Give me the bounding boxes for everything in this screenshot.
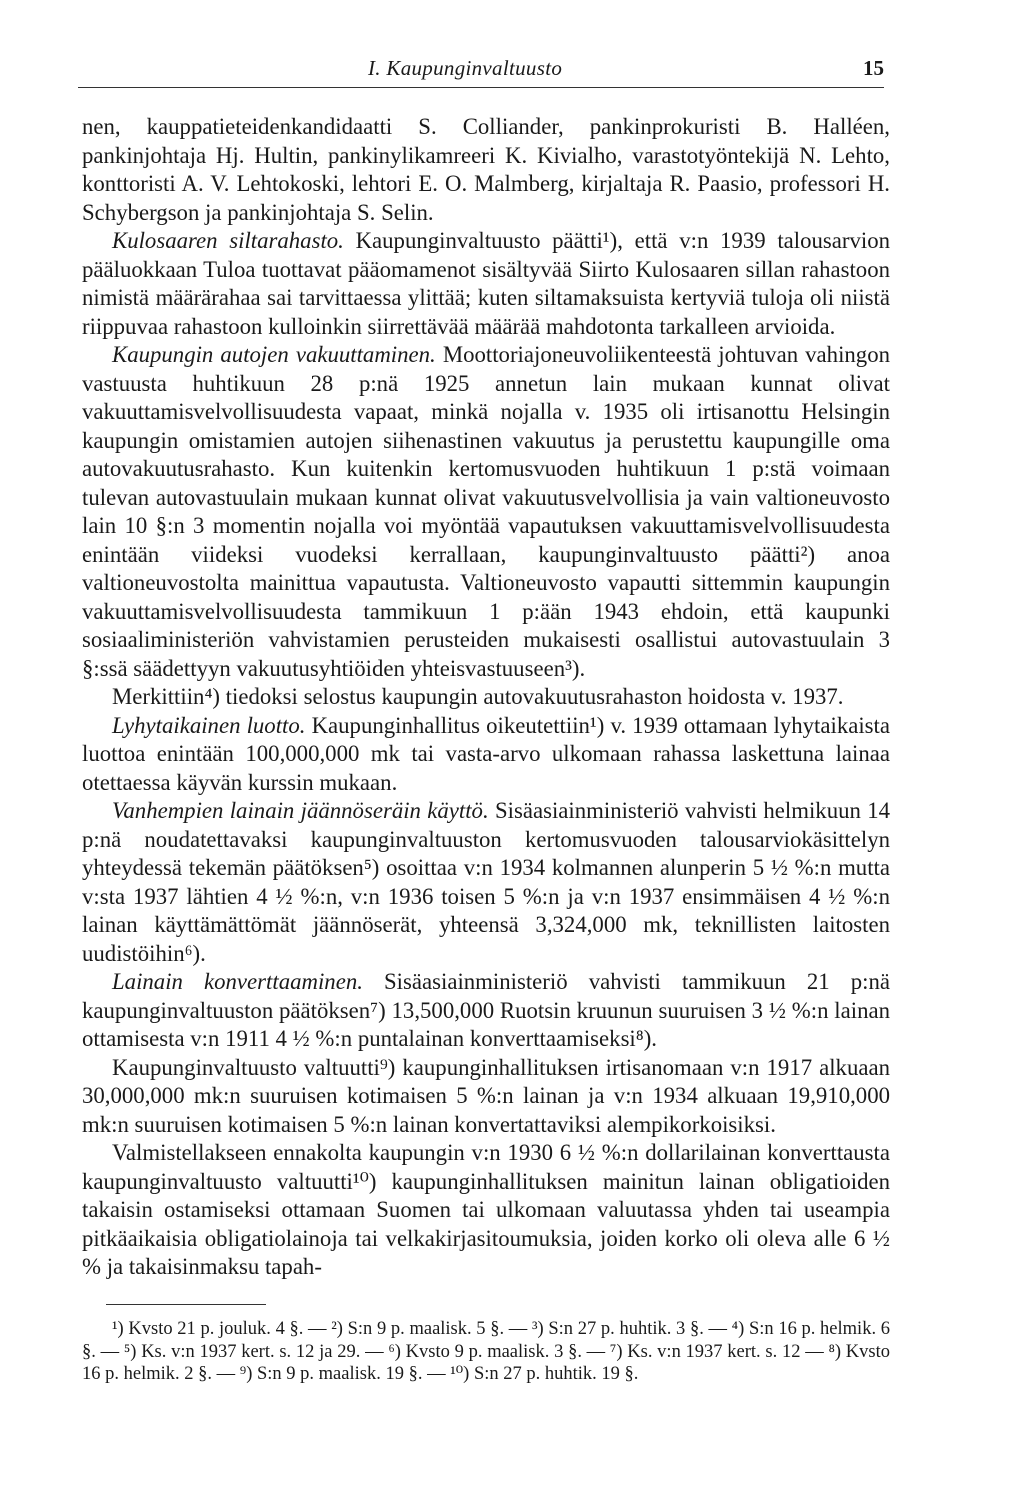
paragraph-text: Valmistellakseen ennakolta kaupungin v:n 1930 6 ½ %:n dollarilainan konverttausta kaupunginvaltuusto valtuutti¹⁰) kaupunginhallituksen mainitun lainan obligatioiden takaisin ostamiseksi ottamaan Suomen tai ulkomaan valuutassa yhden tai useampia pitkäaikaisia obligatiolainoja tai velkakirjasitoumuksia, joiden korko oli oleva alle 6 ½ % ja takaisinmaksu tapah- — [82, 1140, 890, 1279]
body-text — [82, 113, 890, 1282]
footnote-rule — [106, 1304, 266, 1305]
paragraph — [82, 1139, 890, 1282]
paragraph-text: Merkittiin⁴) tiedoksi selostus kaupungin autovakuutusrahaston hoidosta v. 1937. — [112, 684, 844, 709]
paragraph — [82, 683, 890, 712]
section-label: Lyhytaikainen luotto. — [112, 712, 306, 738]
section-label: Kaupungin autojen vakuuttaminen. — [112, 342, 436, 367]
paragraph-text: Sisäasiainministeriö vahvisti tammikuun 21 p:nä kaupunginvaltuuston päätöksen⁷) 13,500,000 Ruotsin kruunun suuruisen 3 ½ %:n lainan ottamisesta v:n 1911 4 ½ %:n puntalainan konverttaamiseksi⁸). — [82, 969, 890, 1051]
running-title: I. Kaupunginvaltuusto — [368, 56, 563, 80]
header-rule — [78, 87, 884, 88]
paragraph-text: Sisäasiainministeriö vahvisti helmikuun 14 p:nä noudatettavaksi kaupunginvaltuuston kertomusvuoden talousarviokäsittelyn yhteydessä tekemän päätöksen⁵) osoittaa v:n 1934 kolmannen alunperin 5 ½ %:n mutta v:sta 1937 lähtien 4 ½ %:n, v:n 1936 toisen 5 %:n ja v:n 1937 ensimmäisen 4 ½ %:n lainan käyttämättömät jäännöserät, yhteensä 3,324,000 mk, teknillisten laitosten uudistöihin⁶). — [82, 798, 890, 966]
paragraph — [82, 968, 890, 1054]
paragraph — [82, 227, 890, 341]
paragraph-text: Moottoriajoneuvoliikenteestä johtuvan vahingon vastuusta huhtikuun 28 p:nä 1925 annetun lain mukaan kunnat olivat vakuuttamisvelvollisuudesta vapaat, minkä nojalla v. 1935 oli irtisanottu Helsingin kaupungin omistamien autojen siihenastinen vakuutus ja perustettu kaupungille oma autovakuutusrahasto. Kun kuitenkin kertomusvuoden huhtikuun 1 p:stä voimaan tulevan autovastuulain mukaan kunnat olivat vakuutusvelvollisia ja vain valtioneuvosto lain 10 §:n 3 momentin nojalla voi myöntää vapautuksen vakuuttamisvelvollisuudesta enintään viideksi vuodeksi kerrallaan, kaupunginvaltuusto päätti²) anoa valtioneuvostolta mainittua vapautusta. Valtioneuvosto vapautti sittemmin kaupungin vakuuttamisvelvollisuudesta tammikuun 1 p:ään 1943 ehdoin, että kaupunki sosiaaliministeriön vahvistamien perusteiden mukaisesti osallistui autovastuulain 3 §:ssä säädettyyn vakuutusyhtiöiden yhteisvastuuseen³). — [82, 342, 890, 681]
paragraph-text: Kaupunginvaltuusto valtuutti⁹) kaupunginhallituksen irtisanomaan v:n 1917 alkuaan 30,000,000 mk:n suuruisen kotimaisen 5 %:n lainan ja v:n 1934 alkuaan 19,910,000 mk:n suuruisen kotimaisen 5 %:n lainan konvertattaviksi alempikorkoisiksi. — [82, 1054, 890, 1137]
page-header — [78, 56, 884, 86]
paragraph — [82, 1054, 890, 1140]
page-number: 15 — [863, 56, 884, 80]
paragraph — [82, 113, 890, 227]
paragraph-text: Kaupunginhallitus oikeutettiin¹) v. 1939 ottamaan lyhytaikaista luottoa enintään 100,000,000 mk tai vasta-arvo ulkomaan rahassa laskettuna lainaa otettaessa käyvän kurssin mukaan. — [82, 712, 890, 795]
paragraph-text: Kaupunginvaltuusto päätti¹), että v:n 1939 talousarvion pääluokkaan Tuloa tuottavat pääomamenot sisältyvää Siirto Kulosaaren sillan rahastoon nimistä määrärahaa sai tarvittaessa ylittää; kuten siltamaksuista kertyviä tuloja oli niistä riippuvaa rahastoon kulloinkin siirrettävää määrää mahdotonta tarkalleen arvioida. — [82, 228, 891, 339]
section-label: Kulosaaren siltarahasto. — [112, 228, 344, 253]
footnote-text: ¹) Kvsto 21 p. jouluk. 4 §. — ²) S:n 9 p. maalisk. 5 §. — ³) S:n 27 p. huhtik. 3 §. — ⁴) S:n 16 p. helmik. 6 §. — ⁵) Ks. v:n 1937 kert. s. 12 ja 29. — ⁶) Kvsto 9 p. maalisk. 3 §. — ⁷) Ks. v:n 1937 kert. s. 12 — ⁸) Kvsto 16 p. helmik. 2 §. — ⁹) S:n 9 p. maalisk. 19 §. — ¹⁰) S:n 27 p. huhtik. 19 §. — [82, 1319, 890, 1384]
section-label: Lainain konverttaaminen. — [112, 969, 363, 994]
footnotes — [82, 1318, 890, 1386]
section-label: Vanhempien lainain jäännöseräin käyttö. — [112, 798, 489, 823]
paragraph-text: nen, kauppatieteidenkandidaatti S. Colliander, pankinprokuristi B. Halléen, pankinjohtaja Hj. Hultin, pankinylikamreeri K. Kivialho, varastotyöntekijä N. Lehto, konttoristi A. V. Lehtokoski, lehtori E. O. Malmberg, kirjaltaja R. Paasio, professori H. Schybergson ja pankinjohtaja S. Selin. — [82, 114, 890, 225]
paragraph — [82, 712, 890, 798]
paragraph — [82, 797, 890, 968]
paragraph — [82, 341, 890, 683]
